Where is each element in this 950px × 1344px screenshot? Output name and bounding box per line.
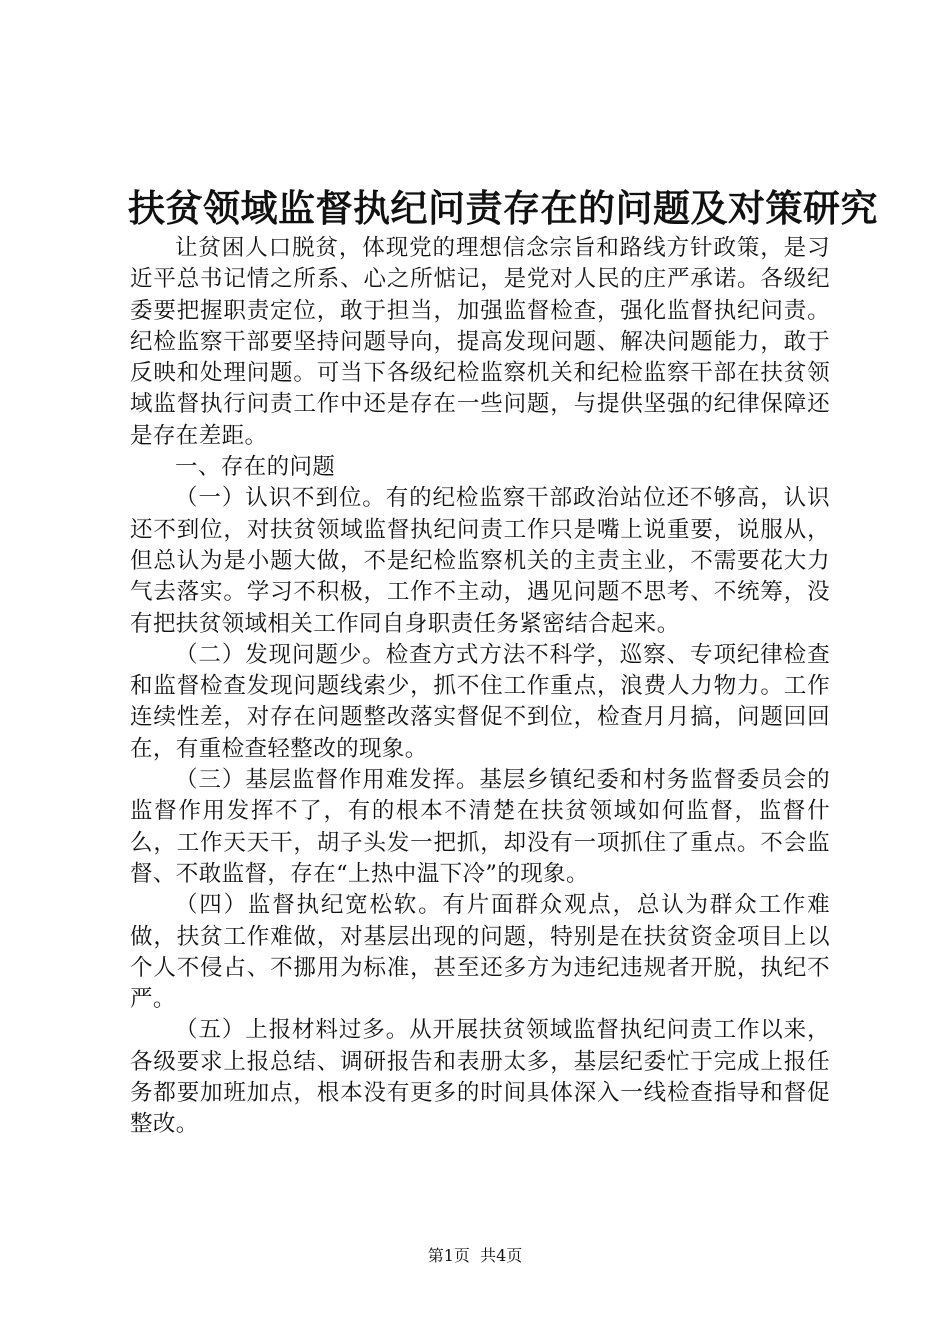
problem-paragraph-5: （五）上报材料过多。从开展扶贫领域监督执纪问责工作以来，各级要求上报总结、调研报告和表册太多，基层纪委忙于完成上报任务都要加班加点，根本没有更多的时间具体深入一线检查指导和督促整改。 [130,1017,830,1138]
problem-paragraph-2: （二）发现问题少。检查方式方法不科学，巡察、专项纪律检查和监督检查发现问题线索少，抓不住工作重点，浪费人力物力。工作连续性差，对存在问题整改落实督促不到位，检查月月搞，问题回回在，有重检查轻整改的现象。 [130,641,830,762]
intro-paragraph: 让贫困人口脱贫，体现党的理想信念宗旨和路线方针政策，是习近平总书记情之所系、心之所惦记，是党对人民的庄严承诺。各级纪委要把握职责定位，敢于担当，加强监督检查，强化监督执纪问责。纪检监察干部要坚持问题导向，提高发现问题、解决问题能力，敢于反映和处理问题。可当下各级纪检监察机关和纪检监察干部在扶贫领域监督执行问责工作中还是存在一些问题，与提供坚强的纪律保障还是存在差距。 [130,235,830,449]
problem-paragraph-4: （四）监督执纪宽松软。有片面群众观点，总认为群众工作难做，扶贫工作难做，对基层出现的问题，特别是在扶贫资金项目上以个人不侵占、不挪用为标准，甚至还多方为违纪违规者开脱，执纪不严。 [130,892,830,1013]
page-footer: 第1页 共4页 [427,1246,523,1265]
section-heading: 一、存在的问题 [175,454,336,481]
problem-paragraph-1: （一）认识不到位。有的纪检监察干部政治站位还不够高，认识还不到位，对扶贫领域监督执纪问责工作只是嘴上说重要，说服从，但总认为是小题大做，不是纪检监察机关的主责主业，不需要花大力气去落实。学习不积极，工作不主动，遇见问题不思考、不统筹，没有把扶贫领域相关工作同自身职责任务紧密结合起来。 [130,485,830,637]
document-title: 扶贫领域监督执纪问责存在的问题及对策研究 [128,186,878,230]
document-body [130,233,830,1141]
problem-paragraph-3: （三）基层监督作用难发挥。基层乡镇纪委和村务监督委员会的监督作用发挥不了，有的根本不清楚在扶贫领域如何监督，监督什么，工作天天干，胡子头发一把抓，却没有一项抓住了重点。不会监督、不敢监督，存在“上热中温下冷”的现象。 [130,767,830,887]
